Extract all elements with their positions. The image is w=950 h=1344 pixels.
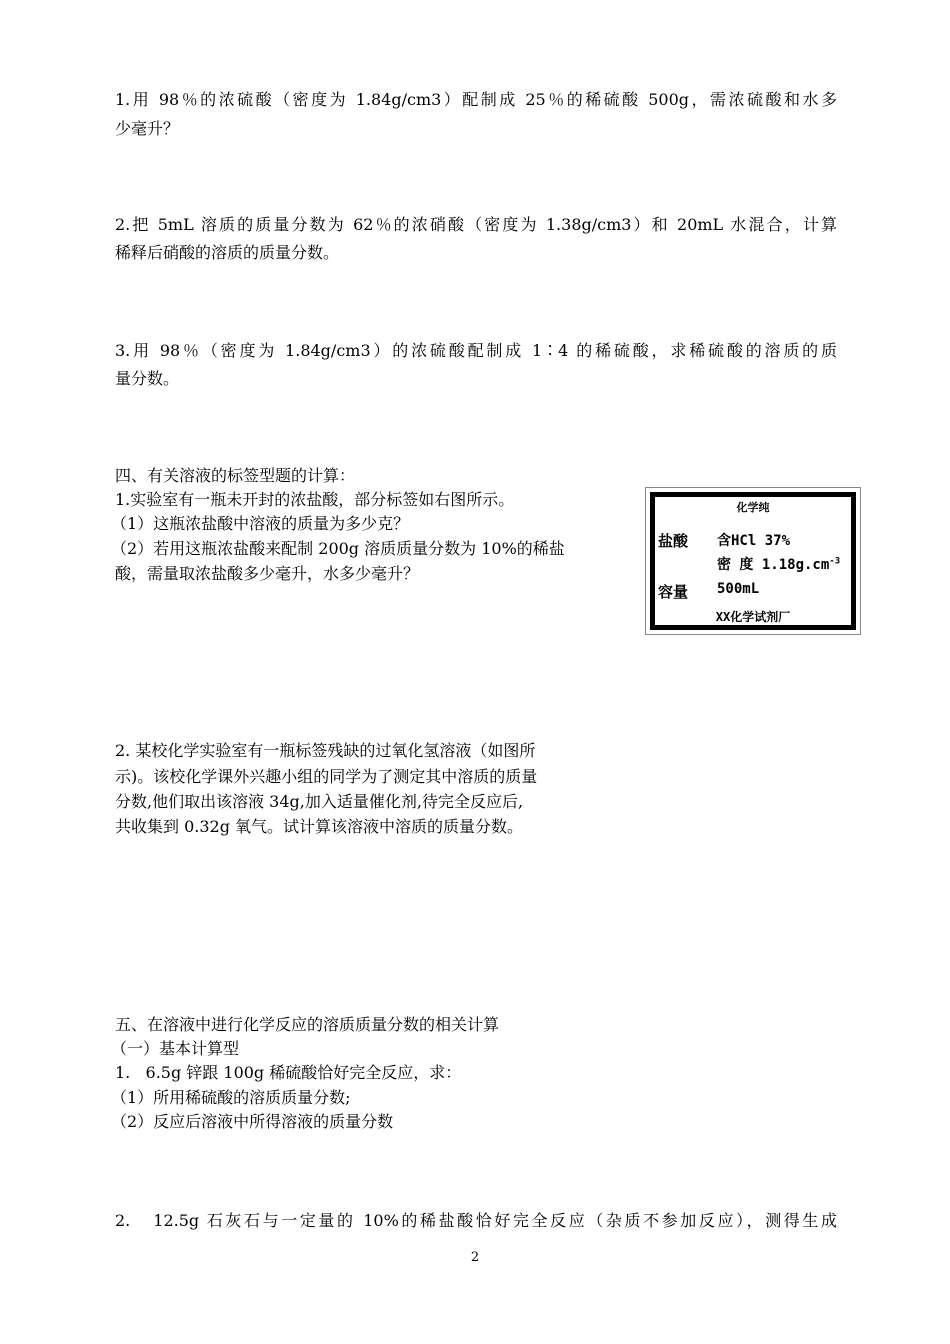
problem-3-line-2: 量分数。 [115, 369, 180, 388]
section-5-heading: 五、在溶液中进行化学反应的溶质质量分数的相关计算 [115, 1015, 500, 1034]
label-density [717, 554, 840, 574]
hydrochloric-acid-label-figure [645, 487, 861, 635]
section-5-sub-heading: （一）基本计算型 [111, 1039, 240, 1058]
section-5-q1-sub-2: （2）反应后溶液中所得溶液的质量分数 [111, 1112, 394, 1131]
section-5-q1-line-1: 1. 6.5g 锌跟 100g 稀硫酸恰好完全反应，求： [115, 1063, 462, 1082]
section-4-q1-sub-2-line-1: （2）若用这瓶浓盐酸来配制 200g 溶质质量分数为 10%的稀盐 [111, 539, 565, 558]
section-4-q2-line-3: 分数,他们取出该溶液 34g,加入适量催化剂,待完全反应后, [115, 792, 524, 811]
problem-2-line-2: 稀释后硝酸的溶质的质量分数。 [115, 243, 340, 262]
section-4-q1-sub-1: （1）这瓶浓盐酸中溶液的质量为多少克？ [111, 514, 410, 533]
label-volume-key: 容量 [658, 583, 689, 601]
section-5-q2-line-1: 2. 12.5g 石灰石与一定量的 10%的稀盐酸恰好完全反应（杂质不参加反应），测得生成 [115, 1211, 837, 1230]
problem-1-line-1: 1.用 98％的浓硫酸（密度为 1.84g/cm3）配制成 25％的稀硫酸 500g，需浓硫酸和水多 [115, 90, 837, 109]
section-5-q1-sub-1: （1）所用稀硫酸的溶质质量分数; [111, 1088, 351, 1107]
problem-3-line-1: 3.用 98％（密度为 1.84g/cm3）的浓硫酸配制成 1∶4 的稀硫酸，求稀硫酸的溶质的质 [115, 341, 837, 360]
section-4-q2-line-4: 共收集到 0.32g 氧气。试计算该溶液中溶质的质量分数。 [115, 817, 524, 836]
label-frame [650, 492, 856, 630]
section-4-q1-sub-2-line-2: 酸，需量取浓盐酸多少毫升，水多少毫升？ [115, 564, 420, 583]
label-volume: 500mL [717, 581, 760, 597]
label-name-key: 盐酸 [658, 532, 689, 550]
label-density-exponent: -3 [829, 556, 841, 567]
section-4-q1-line-1: 1.实验室有一瓶未开封的浓盐酸，部分标签如右图所示。 [115, 490, 515, 509]
problem-2-line-1: 2.把 5mL 溶质的质量分数为 62％的浓硝酸（密度为 1.38g/cm3）和 20mL 水混合，计算 [115, 215, 837, 234]
section-4-q2-line-2: 示)。该校化学课外兴趣小组的同学为了测定其中溶质的质量 [115, 767, 538, 786]
section-4-heading: 四、有关溶液的标签型题的计算： [115, 466, 356, 485]
label-density-text: 密 度 1.18g.cm [717, 557, 830, 573]
label-formula: 含HCl 37% [717, 533, 791, 549]
page-number: 2 [470, 1250, 480, 1265]
label-grade: 化学纯 [736, 501, 770, 514]
label-manufacturer: XX化学试剂厂 [715, 610, 791, 624]
problem-1-line-2: 少毫升？ [115, 119, 180, 138]
section-4-q2-line-1: 2. 某校化学实验室有一瓶标签残缺的过氧化氢溶液（如图所 [115, 741, 536, 760]
